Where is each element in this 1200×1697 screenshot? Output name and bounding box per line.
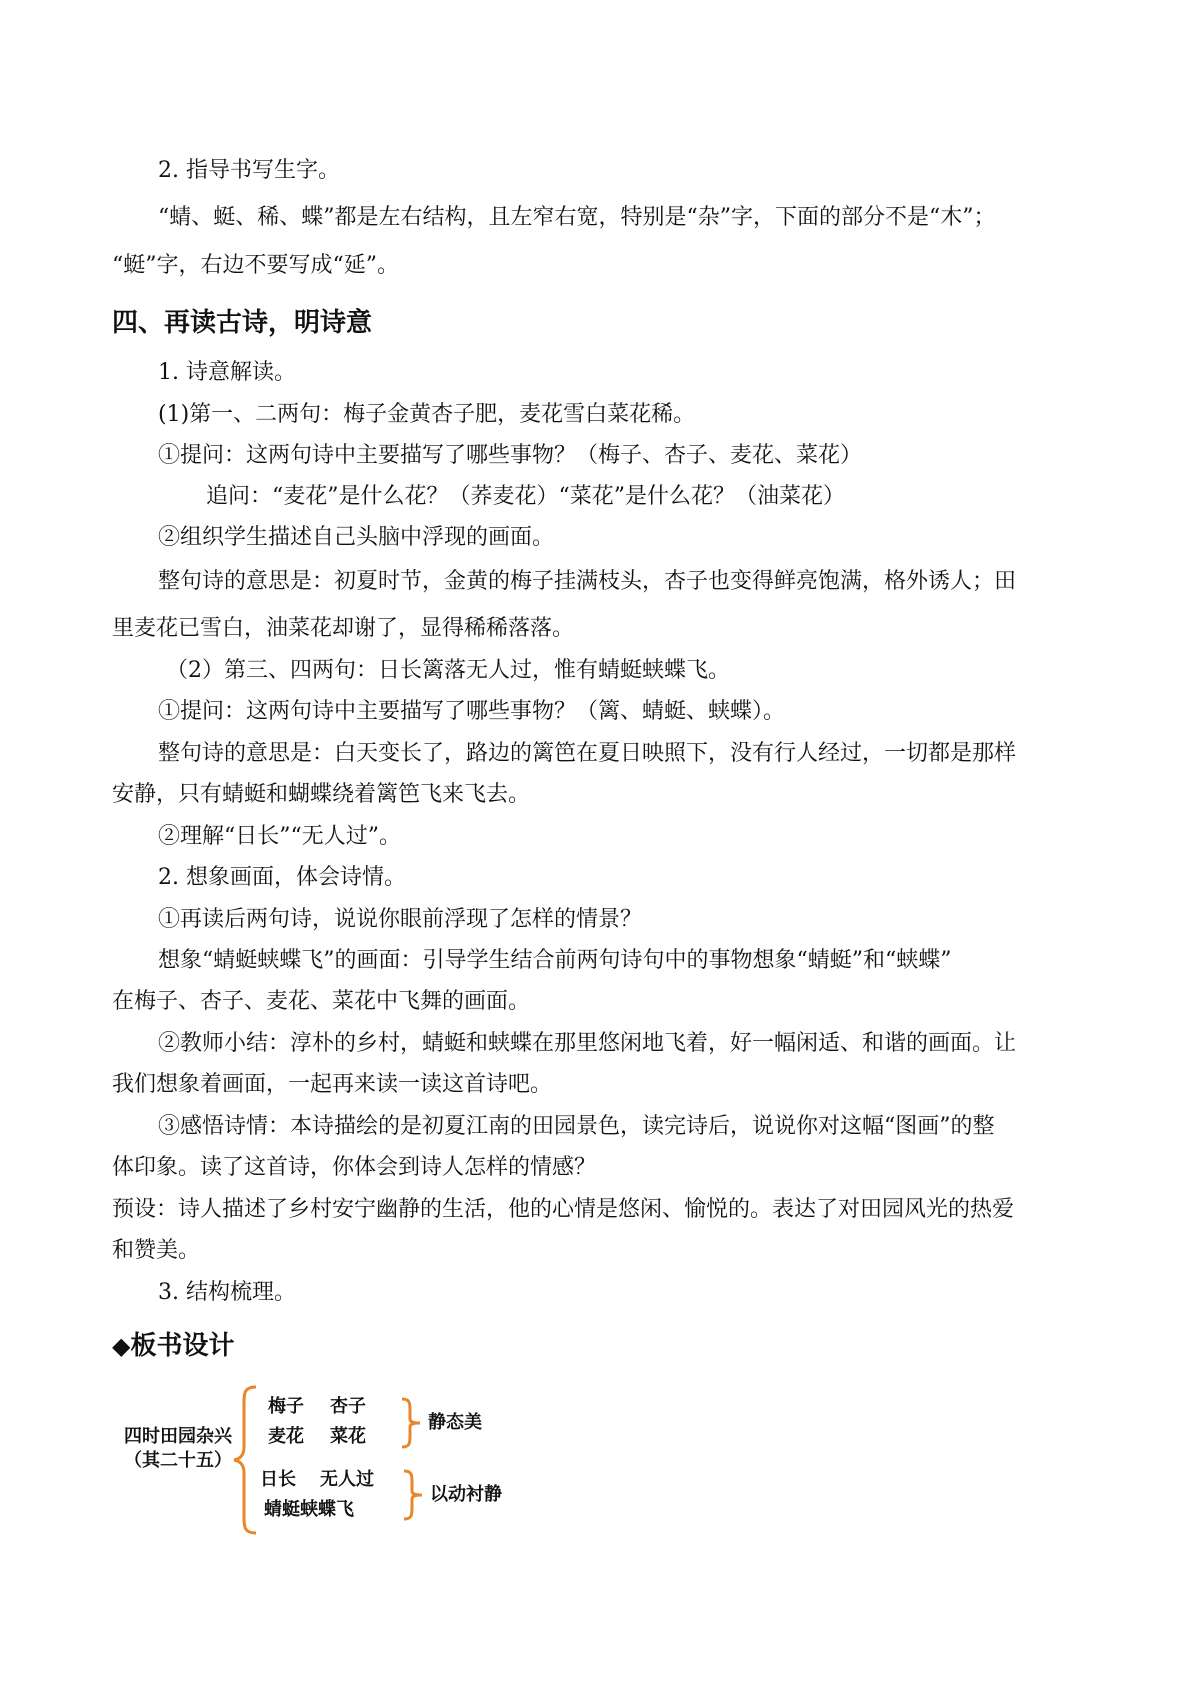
follow-up-question: 追问：“麦花”是什么花？（荞麦花）“菜花”是什么花？（油菜花） <box>206 484 845 509</box>
step-3-structure: 3. 结构梳理。 <box>158 1280 296 1305</box>
board-item-meizi: 梅子 <box>268 1396 304 1417</box>
feeling-line-1: ③感悟诗情：本诗描绘的是初夏江南的田园景色，读完诗后，说说你对这幅“图画”的整 <box>158 1114 995 1139</box>
board-item-wurenguo: 无人过 <box>320 1469 374 1490</box>
step-2-imagine: 2. 想象画面，体会诗情。 <box>158 865 406 890</box>
imagine-line-1: 想象“蜻蜓蛱蝶飞”的画面：引导学生结合前两句诗句中的事物想象“蜻蜓”和“蛱蝶” <box>158 948 952 973</box>
board-item-richang: 日长 <box>260 1469 296 1490</box>
question-1: ①提问：这两句诗中主要描写了哪些事物？（梅子、杏子、麦花、菜花） <box>158 443 863 468</box>
step-1-interpretation: 1. 诗意解读。 <box>158 360 296 385</box>
feeling-line-2: 体印象。读了这首诗，你体会到诗人怎样的情感？ <box>112 1155 597 1180</box>
diamond-bullet-icon: ◆ <box>112 1332 131 1360</box>
right-brace-icon <box>402 1469 426 1521</box>
sub-1-lines: (1)第一、二两句：梅子金黄杏子肥，麦花雪白菜花稀。 <box>158 402 696 427</box>
board-design-heading <box>112 1329 234 1363</box>
board-label-dynamic: 以动衬静 <box>430 1484 502 1505</box>
right-brace-icon <box>400 1397 424 1449</box>
imagine-line-2: 在梅子、杏子、麦花、菜花中飞舞的画面。 <box>112 989 531 1014</box>
activity-describe: ②组织学生描述自己头脑中浮现的画面。 <box>158 525 555 550</box>
section-heading-4: 四、再读古诗，明诗意 <box>112 308 373 338</box>
board-design-title: 板书设计 <box>130 1331 235 1361</box>
board-poem-subtitle: （其二十五） <box>124 1450 232 1471</box>
meaning-2-line-2: 安静，只有蜻蜓和蝴蝶绕着篱笆飞来飞去。 <box>112 782 531 807</box>
question-2: ①提问：这两句诗中主要描写了哪些事物？（篱、蜻蜓、蛱蝶）。 <box>158 699 786 724</box>
board-item-qingting: 蜻蜓蛱蝶飞 <box>264 1499 354 1520</box>
board-label-static: 静态美 <box>428 1412 482 1433</box>
meaning-2-line-1: 整句诗的意思是：白天变长了，路边的篱笆在夏日映照下，没有行人经过，一切都是那样 <box>158 741 1017 766</box>
board-item-xingzi: 杏子 <box>330 1396 366 1417</box>
meaning-1-line-1: 整句诗的意思是：初夏时节，金黄的梅子挂满枝头，杏子也变得鲜亮饱满，格外诱人；田 <box>158 569 1017 594</box>
preset-line-2: 和赞美。 <box>112 1238 201 1263</box>
board-item-caihua: 菜花 <box>330 1426 366 1447</box>
step-2-writing: 2. 指导书写生字。 <box>158 158 340 183</box>
board-diagram <box>112 1385 572 1535</box>
reread-question: ①再读后两句诗，说说你眼前浮现了怎样的情景？ <box>158 907 643 932</box>
understand-terms: ②理解“日长”“无人过”。 <box>158 824 401 849</box>
board-poem-title: 四时田园杂兴 <box>124 1426 232 1447</box>
preset-line-1: 预设：诗人描述了乡村安宁幽静的生活，他的心情是悠闲、愉悦的。表达了对田园风光的热爱 <box>112 1197 1015 1222</box>
paragraph-characters-1: “蜻、蜓、稀、蝶”都是左右结构，且左窄右宽，特别是“杂”字，下面的部分不是“木”； <box>158 205 996 230</box>
board-item-maihua: 麦花 <box>268 1426 304 1447</box>
meaning-1-line-2: 里麦花已雪白，油菜花却谢了，显得稀稀落落。 <box>112 616 575 641</box>
paragraph-characters-2: “蜓”字，右边不要写成“延”。 <box>112 253 399 278</box>
sub-2-lines: （2）第三、四两句：日长篱落无人过，惟有蜻蜓蛱蝶飞。 <box>166 658 730 683</box>
summary-line-1: ②教师小结：淳朴的乡村，蜻蜓和蛱蝶在那里悠闲地飞着，好一幅闲适、和谐的画面。让 <box>158 1031 1017 1056</box>
main-brace-icon <box>232 1385 258 1535</box>
summary-line-2: 我们想象着画面，一起再来读一读这首诗吧。 <box>112 1072 553 1097</box>
